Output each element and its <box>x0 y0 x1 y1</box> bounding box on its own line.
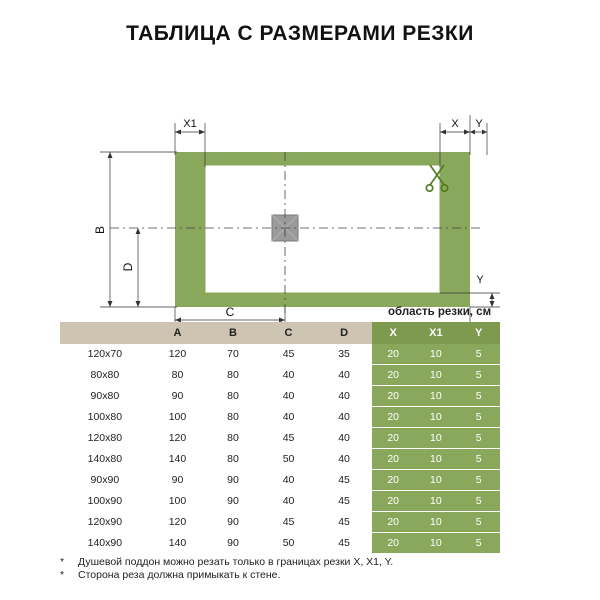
cell-size: 100х90 <box>87 495 123 507</box>
cell-size: 100х80 <box>87 411 123 423</box>
arrow-b-top <box>108 152 113 158</box>
label-b: B <box>93 225 107 235</box>
label-d: D <box>121 262 135 272</box>
header-x1: X1 <box>415 322 458 344</box>
arrow-yright-top <box>490 293 495 299</box>
cell-d: 35 <box>338 348 350 361</box>
cell-x: 20 <box>372 344 415 365</box>
cell-b: 80 <box>227 411 239 423</box>
arrow-x1-right <box>199 130 205 135</box>
cell-c: 50 <box>282 537 295 549</box>
cell-size: 120х80 <box>87 432 123 444</box>
cell-y: 5 <box>457 512 500 533</box>
cell-b: 90 <box>227 516 239 528</box>
cell-x: 20 <box>372 365 415 386</box>
cell-x: 20 <box>372 512 415 533</box>
header-b: B <box>205 322 261 344</box>
cell-d: 45 <box>338 495 350 507</box>
label-x1: X1 <box>183 118 197 130</box>
arrow-b-bottom <box>108 301 113 307</box>
cell-x1: 10 <box>415 407 458 428</box>
page-title: ТАБЛИЦА С РАЗМЕРАМИ РЕЗКИ <box>126 22 474 45</box>
cell-d: 40 <box>338 369 350 381</box>
cell-y: 5 <box>457 407 500 428</box>
cell-a: 80 <box>171 369 184 381</box>
table-header-row <box>60 322 500 344</box>
cell-d: 45 <box>338 474 350 486</box>
cell-d: 40 <box>338 390 350 402</box>
notes-block <box>60 556 530 582</box>
cell-b: 80 <box>227 453 239 465</box>
cell-y: 5 <box>457 533 500 554</box>
note-text: Душевой поддон можно резать только в границах резки X, X1, Y. <box>78 556 394 568</box>
cell-y: 5 <box>457 344 500 365</box>
cell-x: 20 <box>372 449 415 470</box>
cell-y: 5 <box>457 386 500 407</box>
label-x: X <box>451 118 459 130</box>
cell-x1: 10 <box>415 344 458 365</box>
cell-x1: 10 <box>415 449 458 470</box>
table-row <box>60 386 500 407</box>
cell-size: 140х90 <box>87 537 123 549</box>
cell-a: 100 <box>168 495 187 507</box>
cell-a: 120 <box>168 432 187 444</box>
cell-d: 40 <box>338 411 350 423</box>
arrow-d-top <box>136 228 141 234</box>
arrow-d-bottom <box>136 301 141 307</box>
cell-x: 20 <box>372 386 415 407</box>
table-row <box>60 407 500 428</box>
cell-x: 20 <box>372 428 415 449</box>
cell-b: 80 <box>227 432 239 444</box>
header-a: A <box>150 322 206 344</box>
cell-y: 5 <box>457 491 500 512</box>
cell-size: 80х80 <box>90 369 120 381</box>
cell-b: 70 <box>227 348 239 361</box>
cell-d: 45 <box>338 537 350 549</box>
cell-x1: 10 <box>415 386 458 407</box>
arrow-ytop-left <box>470 130 475 135</box>
note-item <box>60 556 530 569</box>
note-item <box>60 569 530 582</box>
cell-a: 140 <box>168 453 187 465</box>
cell-x: 20 <box>372 533 415 554</box>
cell-c: 40 <box>282 369 295 381</box>
table-row <box>60 470 500 491</box>
cell-x1: 10 <box>415 470 458 491</box>
cell-b: 90 <box>227 495 239 507</box>
cell-y: 5 <box>457 449 500 470</box>
arrow-x-right <box>464 130 470 135</box>
header-d: D <box>316 322 372 344</box>
cell-size: 90х80 <box>90 390 120 402</box>
cell-x1: 10 <box>415 365 458 386</box>
arrow-ytop-right <box>482 130 487 135</box>
table-row <box>60 428 500 449</box>
cell-b: 80 <box>227 369 239 381</box>
cell-x1: 10 <box>415 491 458 512</box>
cell-c: 40 <box>282 411 295 423</box>
header-x: X <box>372 322 415 344</box>
cell-x1: 10 <box>415 428 458 449</box>
cell-y: 5 <box>457 365 500 386</box>
header-y: Y <box>457 322 500 344</box>
table-row <box>60 512 500 533</box>
cell-c: 40 <box>282 390 295 402</box>
cell-y: 5 <box>457 428 500 449</box>
cut-area-label: область резки, см <box>388 306 492 318</box>
cell-c: 45 <box>282 516 295 528</box>
cell-a: 120 <box>168 348 187 361</box>
cell-d: 40 <box>338 453 350 465</box>
cell-d: 40 <box>338 432 350 444</box>
cell-b: 90 <box>227 537 239 549</box>
table-row <box>60 449 500 470</box>
cell-b: 80 <box>227 390 239 402</box>
cell-a: 90 <box>171 474 184 486</box>
note-marker: * <box>60 569 65 581</box>
cell-c: 50 <box>282 453 295 465</box>
cell-x: 20 <box>372 491 415 512</box>
cell-size: 120х90 <box>87 516 123 528</box>
note-text: Сторона реза должна примыкать к стене. <box>78 569 281 581</box>
note-marker: * <box>60 556 65 568</box>
cell-size: 90х90 <box>90 474 120 486</box>
label-y-right: Y <box>476 274 484 286</box>
sizes-table <box>60 322 500 554</box>
cell-x: 20 <box>372 407 415 428</box>
table-row <box>60 533 500 554</box>
cell-b: 90 <box>227 474 239 486</box>
table-row <box>60 344 500 365</box>
cell-a: 120 <box>168 516 187 528</box>
cell-a: 140 <box>168 537 187 549</box>
header-size <box>60 322 150 344</box>
cell-a: 100 <box>168 411 187 423</box>
shower-tray-inner <box>205 165 440 293</box>
cell-c: 40 <box>282 474 295 486</box>
cell-x1: 10 <box>415 512 458 533</box>
arrow-x1-left <box>175 130 181 135</box>
label-y-top: Y <box>475 118 483 130</box>
cell-size: 140х80 <box>87 453 123 465</box>
cell-c: 45 <box>282 348 295 361</box>
table-row <box>60 491 500 512</box>
label-c: C <box>225 305 235 319</box>
arrow-x-left <box>440 130 446 135</box>
cell-y: 5 <box>457 470 500 491</box>
table-row <box>60 365 500 386</box>
cell-size: 120х70 <box>87 348 123 361</box>
cell-c: 40 <box>282 495 295 507</box>
cell-x: 20 <box>372 470 415 491</box>
cell-d: 45 <box>338 516 350 528</box>
cell-c: 45 <box>282 432 295 444</box>
cell-a: 90 <box>171 390 184 402</box>
cell-x1: 10 <box>415 533 458 554</box>
header-c: C <box>261 322 317 344</box>
